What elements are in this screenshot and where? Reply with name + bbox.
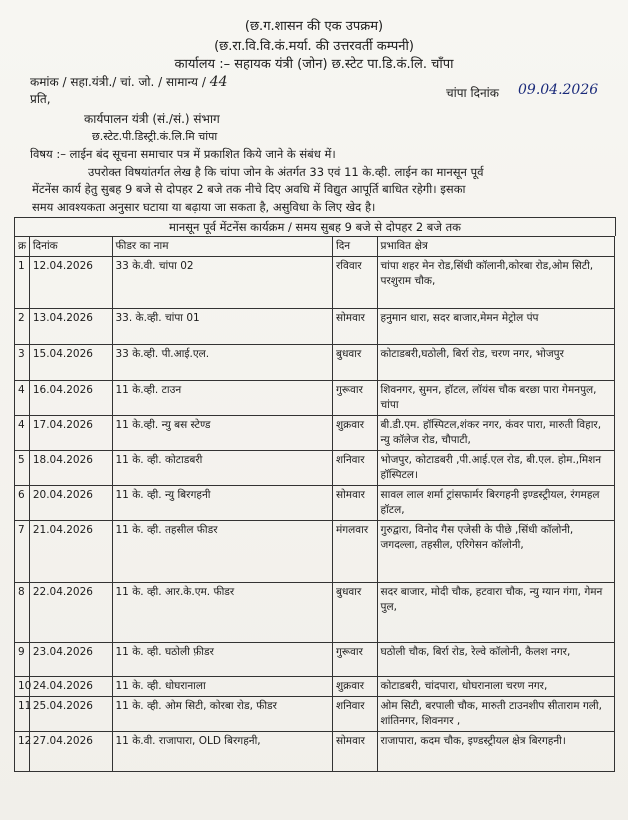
header-office: कार्यालय :– सहायक यंत्री (जोन) छ.स्टेट पा.डि.कं.लि. चाँपा — [174, 57, 454, 72]
row-serial: 8 — [15, 583, 30, 643]
row-feeder: 11 के. व्ही. घठोली फ़ीडर — [112, 643, 332, 677]
row-serial: 10 — [15, 677, 30, 697]
table-row — [15, 381, 615, 416]
row-date: 15.04.2026 — [29, 345, 112, 381]
row-date: 24.04.2026 — [29, 677, 112, 697]
header-date: दिनांक — [29, 237, 112, 257]
table-header-row — [15, 237, 615, 257]
table-row — [15, 451, 615, 486]
body-line-2: मेंटनेंस कार्य हेतु सुबह 9 बजे से दोपहर 2 बजे तक नीचे दिए अवधि में विद्युत आपूर्ति बाधित रहेगी। इसका — [32, 182, 466, 196]
row-day: सोमवार — [332, 732, 377, 772]
header-line-1: (छ.ग.शासन की एक उपक्रम) — [244, 19, 384, 34]
row-feeder: 33 के.व्ही. पी.आई.एल. — [112, 345, 332, 381]
date-label: चांपा दिनांक — [446, 86, 499, 100]
row-area: सावल लाल शर्मा ट्रांसफार्मर बिरगहनी इण्डस्ट्रीयल, रंगमहल हॉटल, — [377, 486, 615, 521]
row-serial: 12 — [15, 732, 30, 772]
row-date: 21.04.2026 — [29, 521, 112, 583]
row-serial: 11 — [15, 697, 30, 732]
row-area: कोटाडबरी, चांदपारा, धोघरानाला चरण नगर, — [377, 677, 615, 697]
subject-line: विषय :– लाईन बंद सूचना समाचार पत्र में प्रकाशित किये जाने के संबंध में। — [30, 147, 336, 161]
row-date: 23.04.2026 — [29, 643, 112, 677]
row-date: 25.04.2026 — [29, 697, 112, 732]
table-title: मानसून पूर्व मेंटनेंस कार्यक्रम / समय सुबह 9 बजे से दोपहर 2 बजे तक — [14, 217, 616, 236]
prati-label: प्रति, — [30, 92, 51, 106]
row-feeder: 11 के. व्ही. कोटाडबरी — [112, 451, 332, 486]
maintenance-schedule — [14, 217, 628, 772]
row-date: 18.04.2026 — [29, 451, 112, 486]
row-serial: 6 — [15, 486, 30, 521]
row-day: शुक्रवार — [332, 416, 377, 451]
row-feeder: 11 के. व्ही. ओम सिटी, कोरबा रोड, फीडर — [112, 697, 332, 732]
table-row — [15, 583, 615, 643]
row-day: गुरूवार — [332, 381, 377, 416]
row-day: गुरूवार — [332, 643, 377, 677]
schedule-table — [14, 236, 615, 772]
row-serial: 3 — [15, 345, 30, 381]
row-area: गुरुद्वारा, विनोद गैस एजेसी के पीछे ,सिंधी कॉलोनी, जगदल्ला, तहसील, एरिगेसन कॉलोनी, — [377, 521, 615, 583]
table-row — [15, 677, 615, 697]
header-area: प्रभावित क्षेत्र — [377, 237, 615, 257]
row-serial: 2 — [15, 309, 30, 345]
row-feeder: 11 के. व्ही. आर.के.एम. फीडर — [112, 583, 332, 643]
header-line-2: (छ.रा.वि.वि.कं.मर्या. की उत्तरवर्ती कम्पनी) — [214, 39, 414, 54]
table-row — [15, 257, 615, 309]
row-day: शनिवार — [332, 451, 377, 486]
addressee-line-2: छ.स्टेट.पी.डिस्ट्री.कं.लि.मि चांपा — [92, 130, 218, 143]
row-day: सोमवार — [332, 309, 377, 345]
row-date: 17.04.2026 — [29, 416, 112, 451]
row-date: 13.04.2026 — [29, 309, 112, 345]
row-feeder: 11 के.व्ही. टाउन — [112, 381, 332, 416]
row-feeder: 11 के. व्ही. धोघरानाला — [112, 677, 332, 697]
row-date: 20.04.2026 — [29, 486, 112, 521]
body-line-3: समय आवश्यकता अनुसार घटाया या बढ़ाया जा सकता है, असुविधा के लिए खेद है। — [32, 200, 376, 214]
row-day: बुधवार — [332, 345, 377, 381]
reference-label: कमांक / सहा.यंत्री./ चां. जो. / सामान्य / — [30, 75, 206, 89]
row-area: भोजपुर, कोटाडबरी ,पी.आई.एल रोड, बी.एल. होम.,मिशन हॉस्पिटल। — [377, 451, 615, 486]
row-serial: 4 — [15, 416, 30, 451]
row-date: 22.04.2026 — [29, 583, 112, 643]
table-row — [15, 697, 615, 732]
row-serial: 5 — [15, 451, 30, 486]
row-area: ओम सिटी, बरपाली चौक, मारुती टाउनशीप सीताराम गली, शांतिनगर, शिवनगर , — [377, 697, 615, 732]
row-serial: 7 — [15, 521, 30, 583]
table-row — [15, 486, 615, 521]
row-feeder: 11 के.वी. राजापारा, OLD बिरगहनी, — [112, 732, 332, 772]
header-day: दिन — [332, 237, 377, 257]
row-day: मंगलवार — [332, 521, 377, 583]
row-area: सदर बाजार, मोदी चौक, हटवारा चौक, न्यु ग्यान गंगा, गेमन पुल, — [377, 583, 615, 643]
row-serial: 1 — [15, 257, 30, 309]
row-feeder: 33. के.व्ही. चांपा 01 — [112, 309, 332, 345]
header-feeder: फीडर का नाम — [112, 237, 332, 257]
row-area: हनुमान धारा, सदर बाजार,मेमन मेट्रोल पंप — [377, 309, 615, 345]
row-serial: 9 — [15, 643, 30, 677]
row-date: 27.04.2026 — [29, 732, 112, 772]
body-line-1: उपरोक्त विषयांतर्गत लेख है कि चांपा जोन के अंतर्गत 33 एवं 11 के.व्ही. लाईन का मानसून पूर्व — [88, 165, 484, 179]
row-day: बुधवार — [332, 583, 377, 643]
addressee-line-1: कार्यपालन यंत्री (सं./सं.) संभाग — [84, 112, 220, 126]
reference-number: 44 — [209, 74, 228, 90]
row-day: शनिवार — [332, 697, 377, 732]
row-serial: 4 — [15, 381, 30, 416]
table-row — [15, 732, 615, 772]
row-date: 12.04.2026 — [29, 257, 112, 309]
row-feeder: 11 के. व्ही. तहसील फीडर — [112, 521, 332, 583]
row-area: चांपा शहर मेन रोड,सिंधी कॉलानी,कोरबा रोड,ओम सिटी, परशुराम चौक, — [377, 257, 615, 309]
row-feeder: 33 के.वी. चांपा 02 — [112, 257, 332, 309]
header-serial: क्र — [15, 237, 30, 257]
row-area: घठोली चौक, बिर्रा रोड, रेल्वे कॉलोनी, कैलश नगर, — [377, 643, 615, 677]
row-area: राजापारा, कदम चौक, इण्डस्ट्रीयल क्षेत्र बिरगहनी। — [377, 732, 615, 772]
row-area: कोटाडबरी,घठोली, बिर्रा रोड, चरण नगर, भोजपुर — [377, 345, 615, 381]
row-date: 16.04.2026 — [29, 381, 112, 416]
row-day: शुक्रवार — [332, 677, 377, 697]
table-row — [15, 521, 615, 583]
row-feeder: 11 के. व्ही. न्यु बिरगहनी — [112, 486, 332, 521]
row-area: शिवनगर, सुमन, हॉटल, लॉयंस चौक बरछा पारा गेमनपुल, चांपा — [377, 381, 615, 416]
table-row — [15, 345, 615, 381]
reference-line — [30, 73, 228, 90]
row-day: सोमवार — [332, 486, 377, 521]
table-row — [15, 643, 615, 677]
row-feeder: 11 के.व्ही. न्यु बस स्टेण्ड — [112, 416, 332, 451]
letter-date: 09.04.2026 — [518, 82, 599, 98]
row-day: रविवार — [332, 257, 377, 309]
table-row — [15, 309, 615, 345]
row-area: बी.डी.एम. हॉस्पिटल,शंकर नगर, कंवर पारा, मारुती विहार, न्यु कॉलेज रोड, चौपाटी, — [377, 416, 615, 451]
table-row — [15, 416, 615, 451]
